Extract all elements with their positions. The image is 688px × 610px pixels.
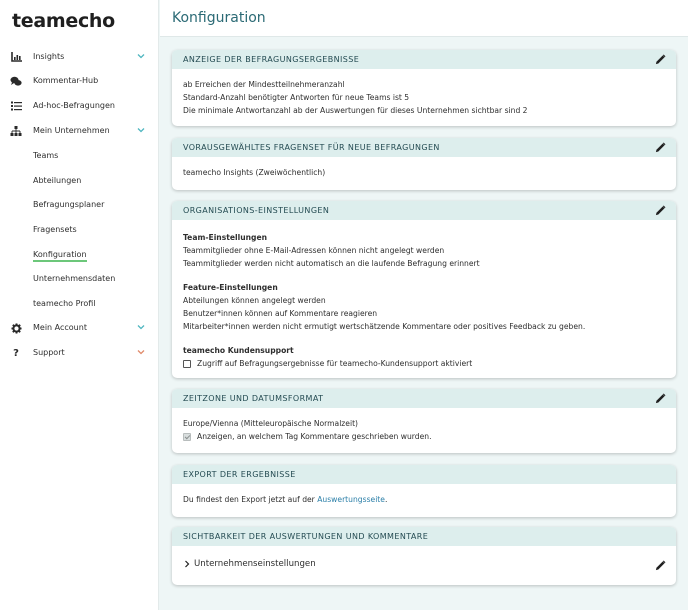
- card-title: EXPORT DER ERGEBNISSE: [183, 470, 296, 479]
- team-setting-line: Teammitglieder werden nicht automatisch an die laufende Befragung erinnert: [183, 259, 480, 268]
- chevron-down-icon[interactable]: [136, 322, 146, 332]
- sidebar-item-insights[interactable]: [0, 47, 159, 67]
- edit-pencil-icon[interactable]: [655, 142, 666, 153]
- page-header: [160, 0, 688, 37]
- card-visibility: [172, 527, 676, 585]
- card-title: ANZEIGE DER BEFRAGUNGSERGEBNISSE: [183, 55, 360, 64]
- sidebar-sub-abteilungen[interactable]: Abteilungen: [33, 176, 82, 185]
- list-icon: [10, 100, 22, 112]
- app-logo[interactable]: teamecho: [12, 10, 115, 32]
- show-comment-day-checkbox[interactable]: [183, 433, 191, 441]
- sidebar: [0, 0, 159, 610]
- sidebar-sub-teams[interactable]: Teams: [33, 151, 59, 160]
- feature-setting-line: Mitarbeiter*innen werden nicht ermutigt wertschätzende Kommentare oder positives Feedback zu geben.: [183, 322, 586, 331]
- card-org-settings: [172, 201, 676, 378]
- sidebar-item-label: Ad-hoc-Befragungen: [33, 101, 115, 110]
- sidebar-sub-konfiguration[interactable]: Konfiguration: [33, 250, 87, 262]
- sidebar-item-support[interactable]: [0, 343, 159, 363]
- edit-pencil-icon[interactable]: [655, 393, 666, 404]
- team-setting-line: Teammitglieder ohne E-Mail-Adressen können nicht angelegt werden: [183, 246, 445, 255]
- card-timezone: [172, 389, 676, 453]
- results-line: Standard-Anzahl benötigter Antworten für neue Teams ist 5: [183, 93, 410, 102]
- timezone-value: Europe/Vienna (Mitteleuropäische Normalzeit): [183, 419, 359, 428]
- sidebar-sub-befragungsplaner[interactable]: Befragungsplaner: [33, 200, 105, 209]
- chevron-down-icon[interactable]: [136, 51, 146, 61]
- support-access-row: [183, 357, 665, 370]
- card-header: [172, 50, 676, 69]
- card-title: SICHTBARKEIT DER AUSWERTUNGEN UND KOMMENTARE: [183, 532, 429, 541]
- feature-setting-line: Abteilungen können angelegt werden: [183, 296, 326, 305]
- card-title: ORGANISATIONS-EINSTELLUNGEN: [183, 206, 330, 215]
- sidebar-item-mein-unternehmen[interactable]: [0, 121, 159, 141]
- card-header: [172, 527, 676, 546]
- chevron-down-icon[interactable]: [136, 347, 146, 357]
- support-access-checkbox[interactable]: [183, 360, 191, 368]
- chart-icon: [10, 51, 22, 63]
- card-header: [172, 201, 676, 220]
- team-settings-heading: Team-Einstellungen: [183, 233, 268, 242]
- gear-icon: [10, 322, 22, 334]
- export-text: [183, 493, 665, 506]
- card-questionset: [172, 138, 676, 190]
- sidebar-item-mein-account[interactable]: [0, 318, 159, 338]
- show-comment-day-row: [183, 430, 665, 443]
- sidebar-item-label: Support: [33, 348, 65, 357]
- card-results-display: [172, 50, 676, 126]
- card-header: [172, 389, 676, 408]
- export-link[interactable]: Auswertungsseite: [317, 495, 385, 504]
- chevron-right-icon: [183, 560, 191, 568]
- edit-pencil-icon[interactable]: [655, 205, 666, 216]
- card-header: [172, 465, 676, 484]
- export-text-start: Du findest den Export jetzt auf der: [183, 495, 318, 504]
- feature-setting-line: Benutzer*innen können auf Kommentare reagieren: [183, 309, 378, 318]
- sidebar-item-kommentar-hub[interactable]: [0, 71, 159, 91]
- comments-icon: [10, 75, 22, 87]
- show-comment-day-label: Anzeigen, an welchem Tag Kommentare geschrieben wurden.: [197, 432, 432, 441]
- company-settings-label: Unternehmenseinstellungen: [194, 559, 316, 569]
- edit-pencil-icon[interactable]: [655, 560, 666, 571]
- sidebar-item-label: Insights: [33, 52, 65, 61]
- sidebar-sub-unternehmensdaten[interactable]: Unternehmensdaten: [33, 274, 116, 283]
- sidebar-sub-profil[interactable]: teamecho Profil: [33, 299, 96, 308]
- company-settings-toggle[interactable]: [183, 559, 316, 569]
- sidebar-item-adhoc[interactable]: [0, 96, 159, 116]
- chevron-down-icon[interactable]: [136, 125, 146, 135]
- card-header: [172, 138, 676, 157]
- sidebar-item-label: Mein Unternehmen: [33, 126, 110, 135]
- sidebar-sub-fragensets[interactable]: Fragensets: [33, 225, 77, 234]
- page-title: Konfiguration: [172, 10, 266, 26]
- export-text-end: .: [384, 495, 388, 504]
- results-line: Die minimale Antwortanzahl ab der Auswertungen für dieses Unternehmen sichtbar sind 2: [183, 106, 528, 115]
- feature-settings-heading: Feature-Einstellungen: [183, 283, 278, 292]
- edit-pencil-icon[interactable]: [655, 54, 666, 65]
- question-icon: ?: [13, 347, 19, 359]
- card-title: ZEITZONE UND DATUMSFORMAT: [183, 394, 324, 403]
- results-line: ab Erreichen der Mindestteilnehmeranzahl: [183, 80, 345, 89]
- card-title: VORAUSGEWÄHLTES FRAGENSET FÜR NEUE BEFRAGUNGEN: [183, 143, 440, 152]
- questionset-value: teamecho Insights (Zweiwöchentlich): [183, 168, 326, 177]
- sidebar-item-label: Kommentar-Hub: [33, 76, 99, 85]
- org-icon: [10, 125, 22, 137]
- support-heading: teamecho Kundensupport: [183, 346, 294, 355]
- support-access-label: Zugriff auf Befragungsergebnisse für teamecho-Kundensupport aktiviert: [197, 359, 473, 368]
- card-export: [172, 465, 676, 517]
- sidebar-item-label: Mein Account: [33, 323, 87, 332]
